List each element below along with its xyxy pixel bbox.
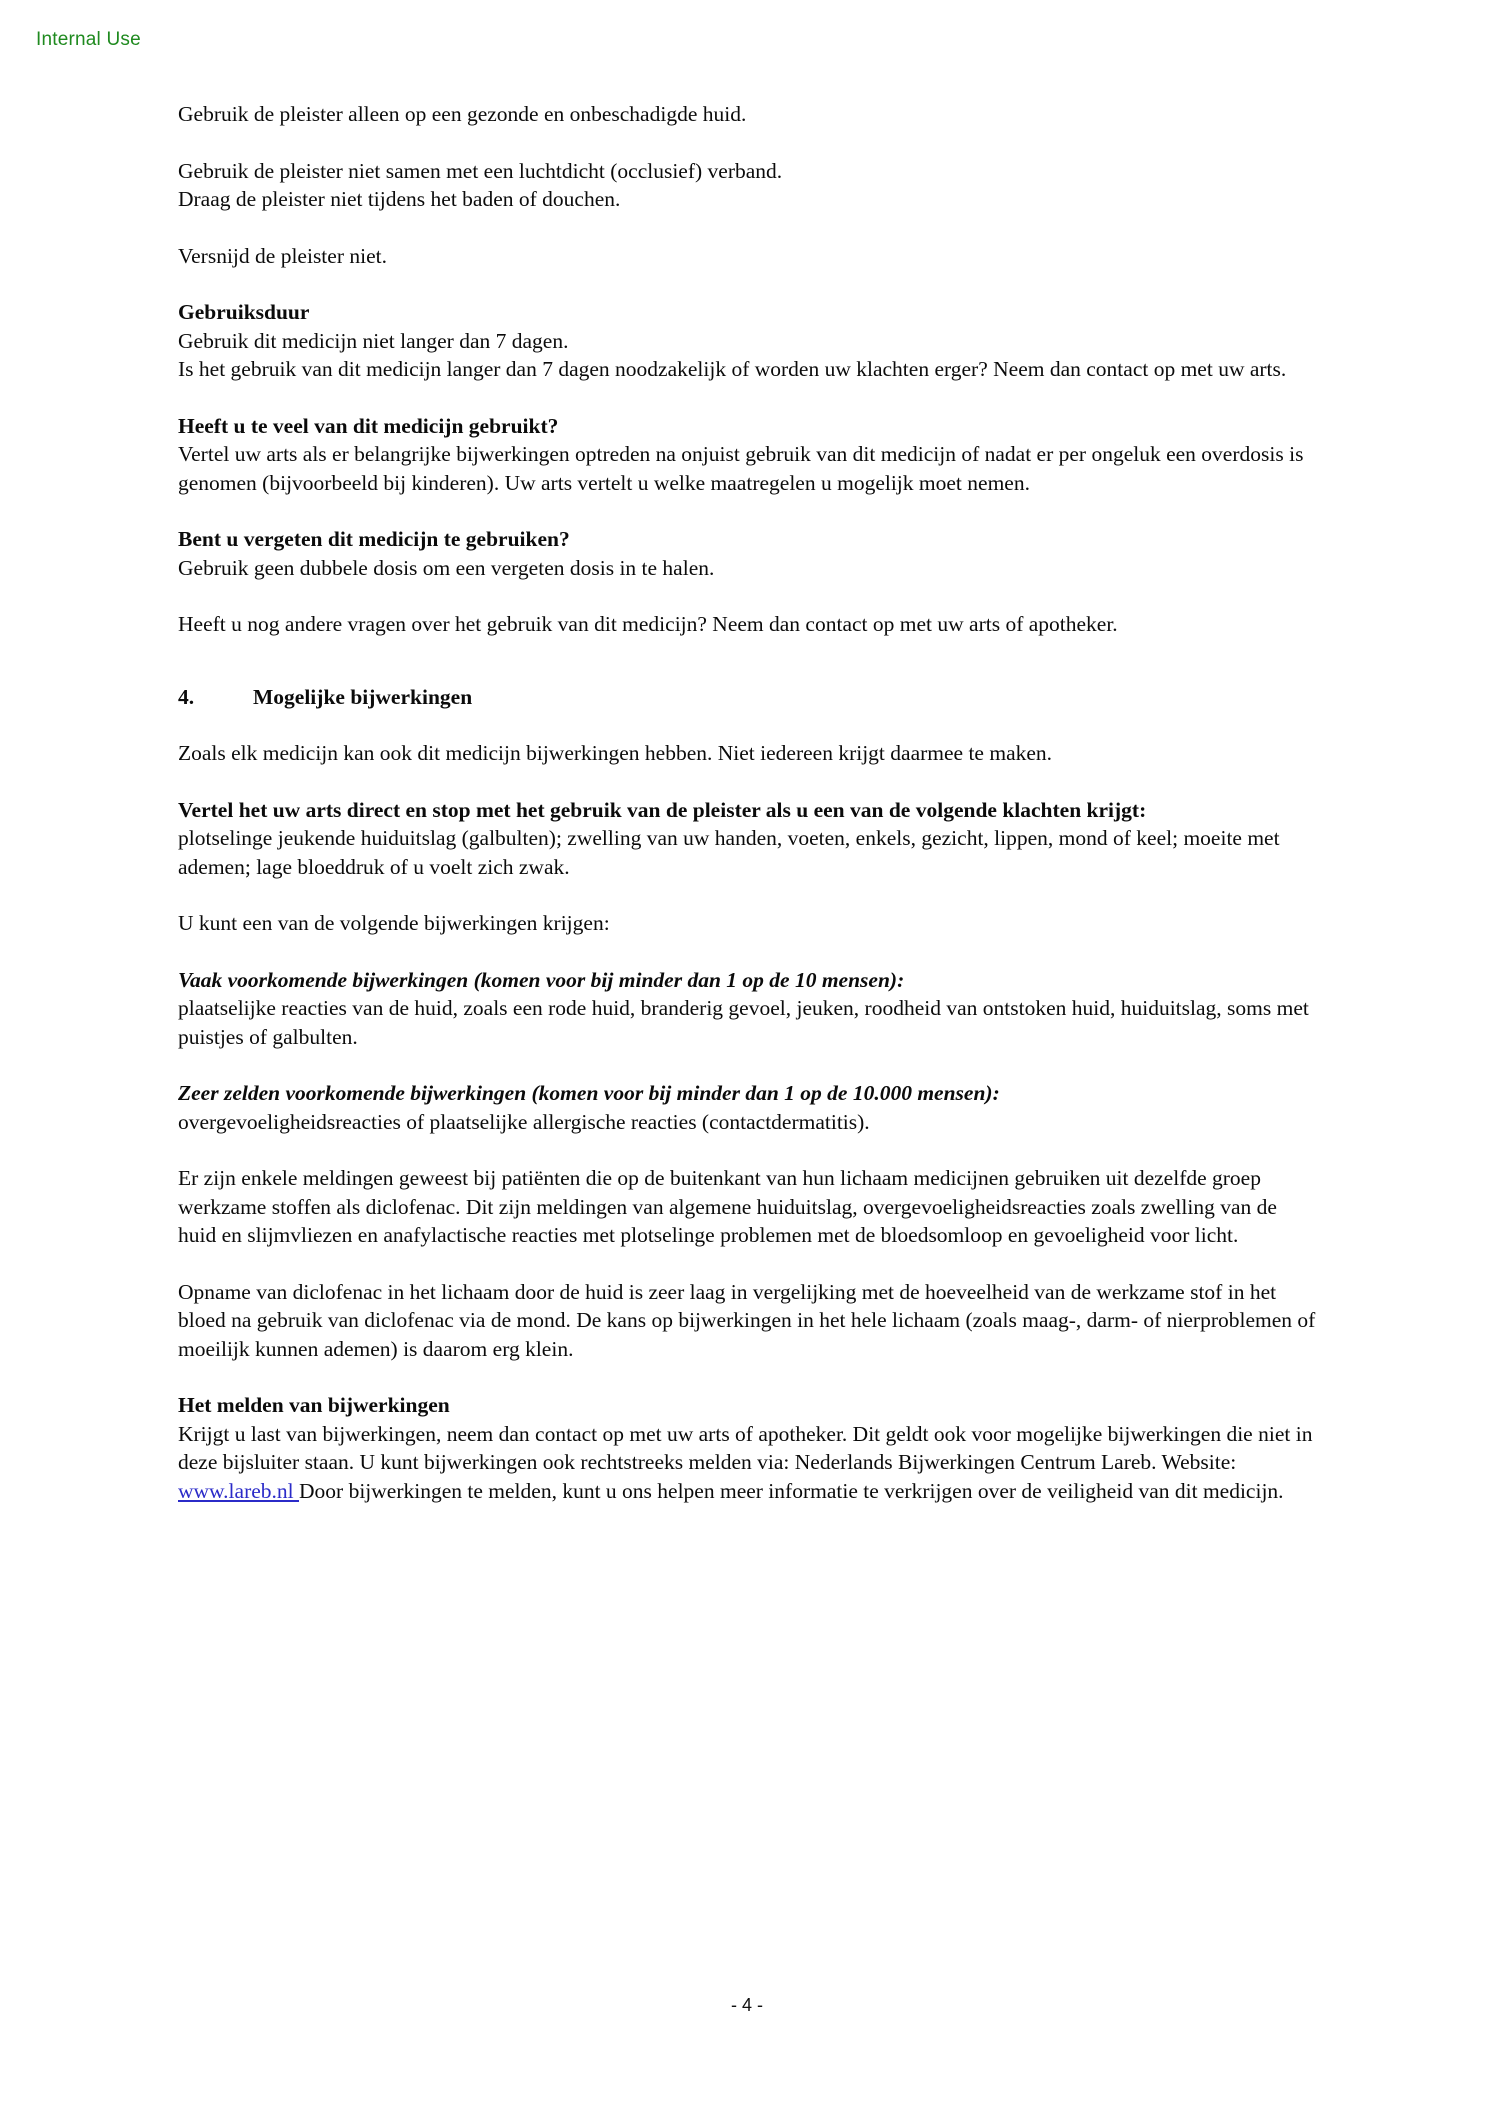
section-heading-4: [178, 683, 1318, 712]
spacer: [178, 214, 1318, 242]
page-footer: [0, 1995, 1494, 2016]
paragraph-urgent-symptoms: plotselinge jeukende huiduitslag (galbulten); zwelling van uw handen, voeten, enkels, gezicht, lippen, mond of keel; moeite met ademen; lage bloeddruk of u voelt zich zwak.: [178, 826, 1280, 879]
paragraph-reporting-side-effects: [178, 1420, 1318, 1506]
heading-very-rare-side-effects: Zeer zelden voorkomende bijwerkingen (komen voor bij minder dan 1 op de 10.000 mensen):: [178, 1081, 1000, 1105]
paragraph-duration-max-days: Gebruik dit medicijn niet langer dan 7 dagen.: [178, 328, 569, 353]
document-body: [178, 100, 1318, 1505]
reporting-text-after-link: Door bijwerkingen te melden, kunt u ons helpen meer informatie te verkrijgen over de veiligheid van dit medicijn.: [299, 1478, 1284, 1503]
spacer: [178, 1363, 1318, 1391]
page-number: - 4 -: [730, 1995, 763, 2015]
paragraph-other-questions: Heeft u nog andere vragen over het gebruik van dit medicijn? Neem dan contact op met uw arts of apotheker.: [178, 612, 1118, 636]
spacer: [178, 270, 1318, 298]
paragraph-do-not-cut: Versnijd de pleister niet.: [178, 243, 387, 268]
paragraph-very-rare-side-effects: overgevoeligheidsreacties of plaatselijke allergische reacties (contactdermatitis).: [178, 1109, 870, 1134]
heading-reporting-side-effects: Het melden van bijwerkingen: [178, 1393, 450, 1417]
section-title: Mogelijke bijwerkingen: [253, 684, 473, 709]
paragraph-healthy-skin: Gebruik de pleister alleen op een gezonde en onbeschadigde huid.: [178, 102, 747, 126]
paragraph-overdose: Vertel uw arts als er belangrijke bijwerkingen optreden na onjuist gebruik van dit medicijn of nadat er per ongeluk een overdosis is genomen (bijvoorbeeld bij kinderen). Uw arts vertelt u welke maatregelen u mogelijk moet nemen.: [178, 442, 1304, 495]
spacer: [178, 1250, 1318, 1278]
paragraph-occlusive-dressing: Gebruik de pleister niet samen met een luchtdicht (occlusief) verband.: [178, 158, 783, 183]
paragraph-duration-contact-doctor: Is het gebruik van dit medicijn langer dan 7 dagen noodzakelijk of worden uw klachten erger? Neem dan contact op met uw arts.: [178, 357, 1287, 381]
paragraph-side-effects-intro: Zoals elk medicijn kan ook dit medicijn bijwerkingen hebben. Niet iedereen krijgt daarmee te maken.: [178, 741, 1053, 765]
spacer: [178, 768, 1318, 796]
spacer: [178, 582, 1318, 610]
spacer: [178, 711, 1318, 739]
heading-overdose: Heeft u te veel van dit medicijn gebruikt?: [178, 413, 559, 438]
paragraph-bathing: Draag de pleister niet tijdens het baden of douchen.: [178, 187, 621, 211]
heading-urgent-symptoms: Vertel het uw arts direct en stop met het gebruik van de pleister als u een van de volgende klachten krijgt:: [178, 797, 1147, 822]
spacer: [178, 938, 1318, 966]
section-number: 4.: [178, 684, 195, 709]
heading-common-side-effects: Vaak voorkomende bijwerkingen (komen voor bij minder dan 1 op de 10 mensen):: [178, 967, 905, 992]
spacer: [178, 497, 1318, 525]
lareb-website-link[interactable]: www.lareb.nl: [178, 1478, 300, 1503]
paragraph-absorption: Opname van diclofenac in het lichaam door de huid is zeer laag in vergelijking met de hoeveelheid van de werkzame stof in het bloed na gebruik van diclofenac via de mond. De kans op bijwerkingen in het hele lichaam (zoals maag-, darm- of nierproblemen of moeilijk kunnen ademen) is daarom erg klein.: [178, 1279, 1316, 1361]
spacer: [178, 1051, 1318, 1079]
heading-missed-dose: Bent u vergeten dit medicijn te gebruiken?: [178, 527, 570, 551]
heading-duration: Gebruiksduur: [178, 300, 310, 324]
spacer: [178, 129, 1318, 157]
classification-label: Internal Use: [36, 29, 141, 50]
spacer: [178, 1136, 1318, 1164]
spacer: [178, 639, 1318, 683]
reporting-text-before-link: Krijgt u last van bijwerkingen, neem dan contact op met uw arts of apotheker. Dit geldt ook voor mogelijke bijwerkingen die niet in deze bijsluiter staan. U kunt bijwerkingen ook rechtstreeks melden via: Nederlands Bijwerkingen Centrum Lareb. Website:: [178, 1421, 1313, 1474]
paragraph-patient-reports: Er zijn enkele meldingen geweest bij patiënten die op de buitenkant van hun lichaam medicijnen gebruiken uit dezelfde groep werkzame stoffen als diclofenac. Dit zijn meldingen van algemene huiduitslag, overgevoeligheidsreacties zoals zwelling van de huid en slijmvliezen en anafylactische reacties met plotselinge problemen met de bloedsomloop en gevoeligheid voor licht.: [178, 1166, 1277, 1247]
paragraph-possible-effects: U kunt een van de volgende bijwerkingen krijgen:: [178, 911, 610, 935]
spacer: [178, 384, 1318, 412]
spacer: [178, 881, 1318, 909]
paragraph-missed-dose: Gebruik geen dubbele dosis om een vergeten dosis in te halen.: [178, 555, 715, 580]
paragraph-common-side-effects: plaatselijke reacties van de huid, zoals een rode huid, branderig gevoel, jeuken, roodheid van ontstoken huid, huiduitslag, soms met puistjes of galbulten.: [178, 996, 1309, 1049]
document-header: [36, 28, 1436, 54]
